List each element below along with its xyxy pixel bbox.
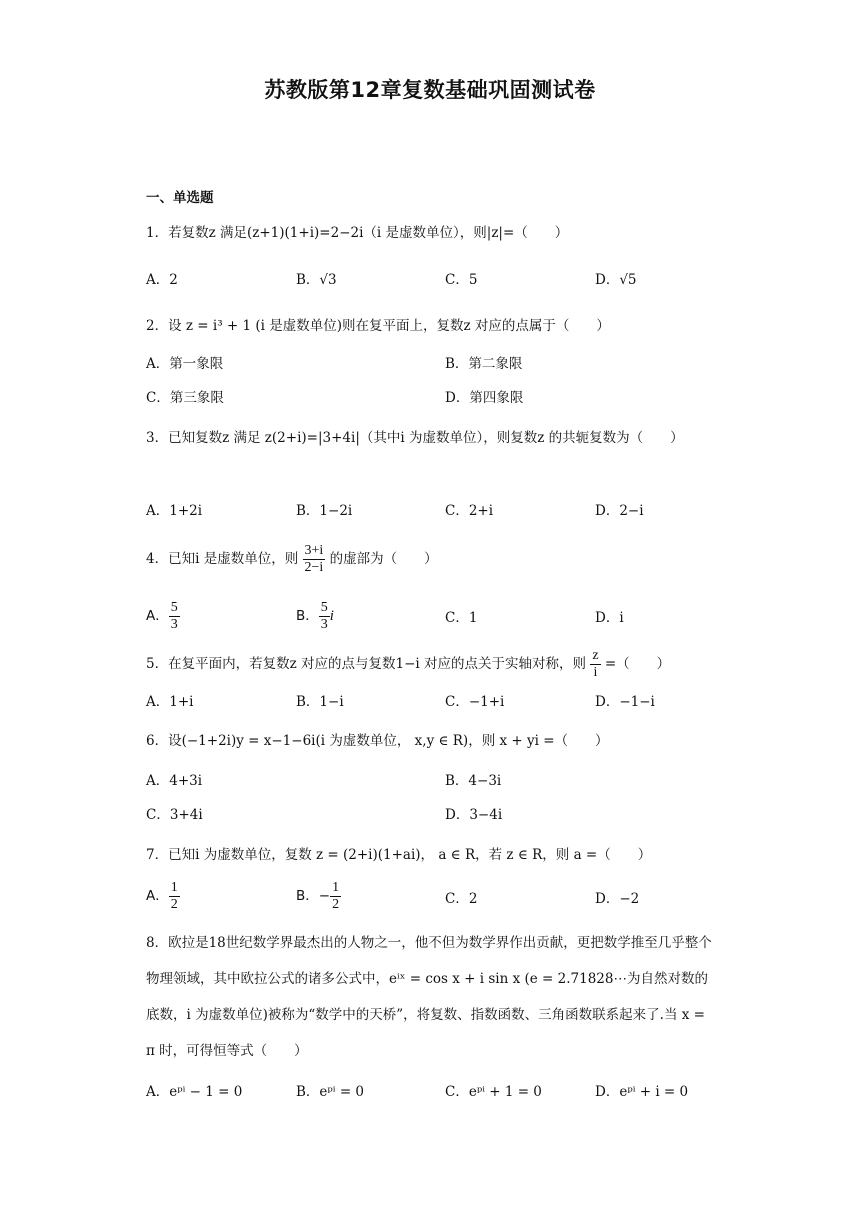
q4-option-a: A． $\frac{5}{3}$	[146, 600, 178, 632]
q6-option-c: C．3+4i	[146, 807, 203, 823]
page-title: 苏教版第12章复数基础巩固测试卷	[264, 78, 596, 102]
q1-option-b: B．√3	[296, 272, 337, 288]
question-3: 3．已知复数z 满足 z(2+i)=|3+4i|（其中i 为虚数单位），则复数z 的共轭复数为（ ）	[146, 430, 684, 446]
question-7: 7．已知i 为虚数单位，复数 z = (2+i)(1+ai)， a ∈ R，若 z ∈ R，则 a =（ ）	[146, 847, 652, 863]
q6-option-b: B．4−3i	[445, 773, 502, 789]
q2-option-c: C．第三象限	[146, 390, 224, 406]
question-6: 6．设(−1+2i)y = x−1−6i(i 为虚数单位， x,y ∈ R)，则 x + yi =（ ）	[146, 733, 609, 749]
q4-fraction-den: 2−i	[304, 560, 324, 575]
question-8: 8．欧拉是18世纪数学界最杰出的人物之一，他不但为数学界作出贡献，更把数学推至几乎整个物理领域，其中欧拉公式的诸多公式中，eⁱˣ = cos x + i sin x (e = 2.71828⋯为自然对数的底数，i 为虚数单位)被称为“数学中的天桥”，将复数、指数函数、三角函数联系起来了.当 x = π 时，可得恒等式（ ）	[146, 935, 712, 1059]
q4-fraction	[303, 543, 326, 576]
q8-option-b: B．eᵖⁱ = 0	[296, 1084, 365, 1100]
q4-stem-post: 的虚部为（ ）	[329, 551, 438, 567]
q5-fraction-num: z	[592, 648, 599, 663]
q3-option-d: D．2−i	[595, 503, 644, 519]
q7-option-a: A． $\frac{1}{2}$	[146, 880, 178, 912]
q7-option-a-fraction: $\frac{1}{2}$	[170, 880, 178, 912]
q2-option-d: D．第四象限	[445, 390, 524, 406]
question-5	[146, 648, 670, 681]
q7-option-b: B．− $\frac{1}{2}$	[296, 880, 340, 912]
q5-option-b: B．1−i	[296, 694, 344, 710]
q2-option-a: A．第一象限	[146, 356, 224, 372]
section-heading: 一、单选题	[146, 190, 214, 206]
question-1: 1．若复数z 满足(z+1)(1+i)=2−2i（i 是虚数单位），则|z|=（ ）	[146, 225, 569, 241]
q3-option-c: C．2+i	[445, 503, 494, 519]
q4-fraction-num: 3+i	[304, 543, 324, 558]
q1-option-d: D．√5	[595, 272, 637, 288]
q8-option-d: D．eᵖⁱ + i = 0	[595, 1084, 689, 1100]
question-2: 2．设 z = i³ + 1 (i 是虚数单位)则在复平面上，复数z 对应的点属于（ ）	[146, 318, 610, 334]
q4-option-b-fraction: $\frac{5}{3}$	[320, 600, 328, 632]
q4-option-b: B． $\frac{5}{3}$ i	[296, 600, 334, 632]
q5-fraction	[590, 648, 600, 681]
q5-option-a: A．1+i	[146, 694, 194, 710]
q7-option-d: D．−2	[595, 891, 640, 907]
q5-stem-post: =（ ）	[604, 656, 671, 672]
q6-option-d: D．3−4i	[445, 807, 503, 823]
q5-option-d: D．−1−i	[595, 694, 655, 710]
q4-option-d: D．i	[595, 610, 624, 626]
q8-option-a: A．eᵖⁱ − 1 = 0	[146, 1084, 243, 1100]
q5-stem-pre: 5．在复平面内，若复数z 对应的点与复数1−i 对应的点关于实轴对称，则	[146, 656, 587, 672]
q8-option-c: C．eᵖⁱ + 1 = 0	[445, 1084, 542, 1100]
q1-option-a: A．2	[146, 272, 178, 288]
q7-option-c: C．2	[445, 891, 478, 907]
question-4	[146, 543, 438, 576]
q6-option-a: A．4+3i	[146, 773, 203, 789]
q3-option-a: A．1+2i	[146, 503, 203, 519]
q7-option-b-fraction: $\frac{1}{2}$	[332, 880, 340, 912]
q4-option-a-fraction: $\frac{5}{3}$	[170, 600, 178, 632]
q4-option-c: C．1	[445, 610, 478, 626]
q5-fraction-den: i	[593, 665, 598, 680]
q5-option-c: C．−1+i	[445, 694, 505, 710]
q2-option-b: B．第二象限	[445, 356, 523, 372]
q4-stem-pre: 4．已知i 是虚数单位，则	[146, 551, 299, 567]
q3-option-b: B．1−2i	[296, 503, 353, 519]
q1-option-c: C．5	[445, 272, 478, 288]
